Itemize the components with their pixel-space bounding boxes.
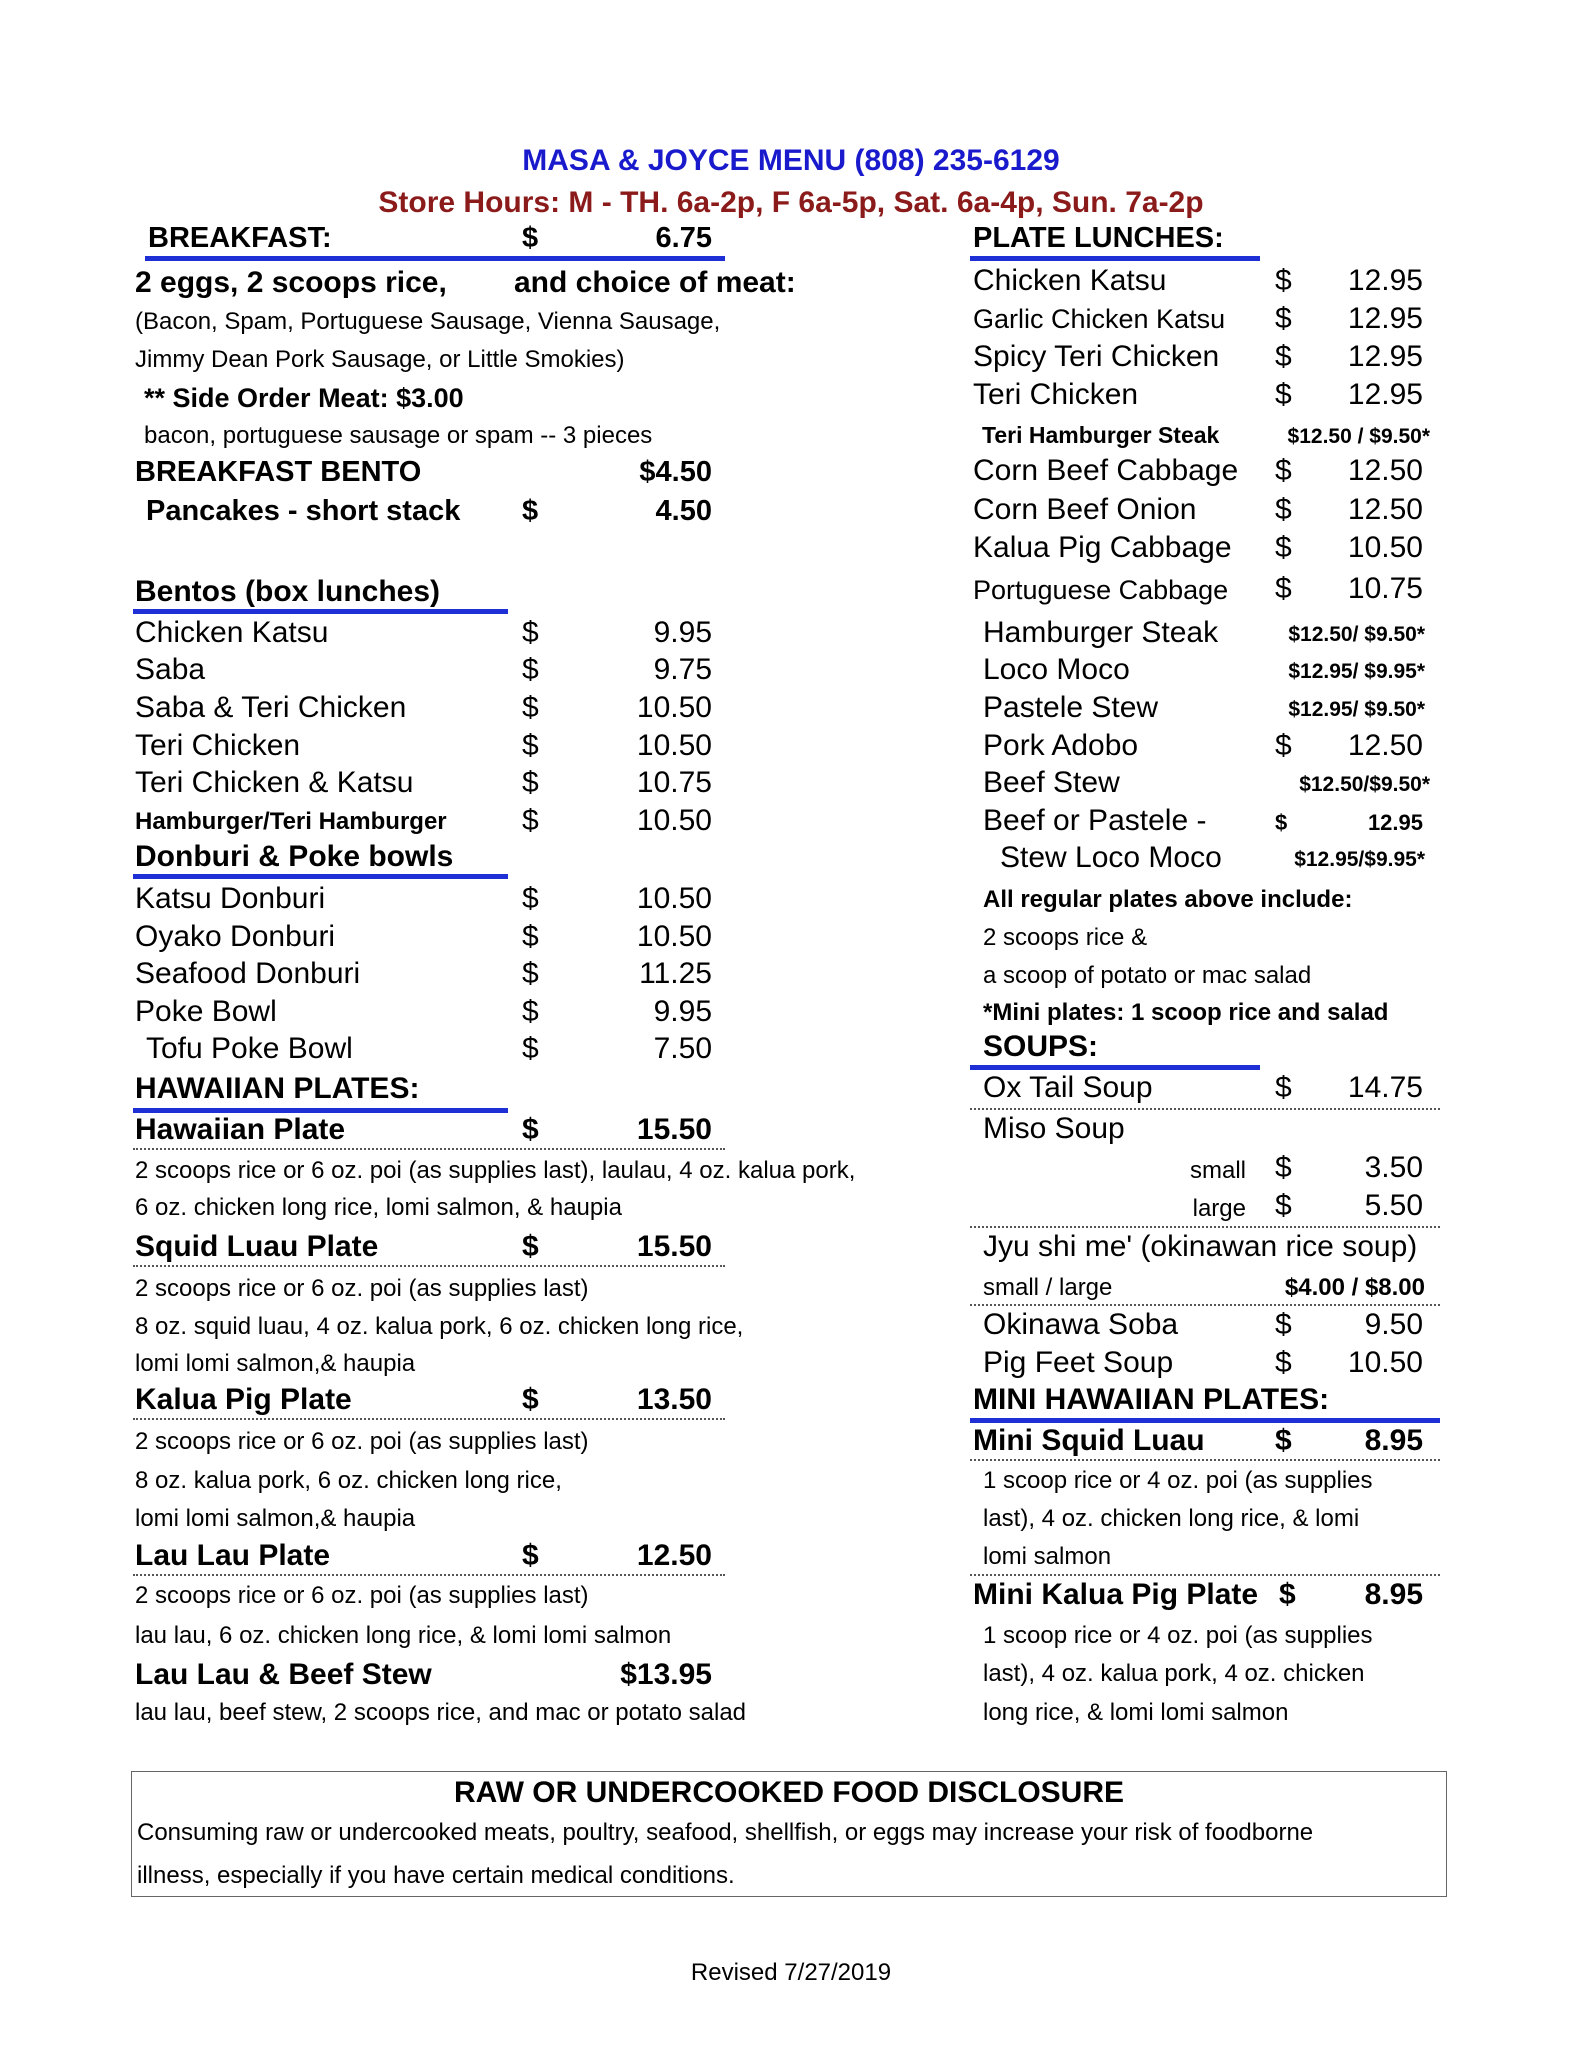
breakfast-underline (145, 256, 725, 261)
donburi-name: Tofu Poke Bowl (146, 1032, 353, 1065)
soup-price: 10.50 (1347, 1346, 1423, 1379)
breakfast-price: 6.75 (655, 222, 712, 254)
kalua-pig-plate-price: 13.50 (636, 1383, 712, 1416)
soup-price-large: 5.50 (1364, 1189, 1423, 1222)
plate-lunch-name: Hamburger Steak (983, 616, 1219, 649)
donburi-name: Poke Bowl (135, 995, 277, 1028)
breakfast-dollar: $ (522, 222, 539, 254)
donburi-dollar: $ (522, 995, 539, 1028)
store-hours: Store Hours: M - TH. 6a-2p, F 6a-5p, Sat. 6a-4p, Sun. 7a-2p (378, 186, 1204, 219)
soups-underline (970, 1065, 1260, 1070)
divider (970, 1226, 1440, 1228)
bento-dollar: $ (522, 653, 539, 686)
plate-desc-line: 8 oz. kalua pork, 6 oz. chicken long rice, (135, 1467, 562, 1494)
bento-dollar: $ (522, 691, 539, 724)
plate-lunch-dollar: $ (1275, 302, 1292, 335)
plate-lunch-name: Pastele Stew (983, 691, 1159, 724)
donburi-name: Oyako Donburi (135, 920, 336, 953)
plate-lunch-name: Beef Stew (983, 766, 1120, 799)
bento-price: 10.50 (636, 729, 712, 762)
soup-name: Ox Tail Soup (983, 1071, 1153, 1104)
plate-desc-line: 2 scoops rice or 6 oz. poi (as supplies last), laulau, 4 oz. kalua pork, (135, 1157, 856, 1184)
breakfast-bento-label: BREAKFAST BENTO (135, 456, 422, 488)
donburi-underline (133, 874, 508, 879)
plate-lunch-name: Loco Moco (983, 653, 1130, 686)
plate-lunch-name: Teri Chicken (973, 378, 1139, 411)
bentos-underline (133, 609, 508, 614)
plate-desc-line: 8 oz. squid luau, 4 oz. kalua pork, 6 oz. chicken long rice, (135, 1313, 744, 1340)
donburi-dollar: $ (522, 957, 539, 990)
donburi-dollar: $ (522, 1032, 539, 1065)
hawaiian-plate-price: 15.50 (636, 1113, 712, 1146)
soup-price-small: 3.50 (1364, 1151, 1423, 1184)
plate-lunch-price: 10.75 (1347, 572, 1423, 605)
pancakes-label: Pancakes - short stack (146, 495, 461, 527)
plate-lunch-price: 12.50 (1347, 454, 1423, 487)
breakfast-meats-line2: Jimmy Dean Pork Sausage, or Little Smokies) (135, 346, 625, 373)
lau-lau-plate-name: Lau Lau Plate (135, 1539, 331, 1572)
bento-name: Chicken Katsu (135, 616, 329, 649)
bento-dollar: $ (522, 766, 539, 799)
revised-date: Revised 7/27/2019 (690, 1959, 892, 1986)
mini-desc-line: lomi salmon (983, 1543, 1112, 1570)
mini-plate-name: Mini Squid Luau (973, 1424, 1205, 1457)
soup-dollar: $ (1275, 1308, 1292, 1341)
soup-price: $4.00 / $8.00 (1284, 1274, 1425, 1301)
plate-lunches-underline (970, 256, 1260, 261)
breakfast-line1b: and choice of meat: (514, 266, 796, 299)
breakfast-meats-line1: (Bacon, Spam, Portuguese Sausage, Vienna Sausage, (135, 308, 721, 335)
plate-lunch-price: 12.50 (1347, 493, 1423, 526)
plate-desc-line: lomi lomi salmon,& haupia (135, 1350, 416, 1377)
plates-note-include: All regular plates above include: (983, 886, 1353, 913)
plate-desc-line: lau lau, beef stew, 2 scoops rice, and mac or potato salad (135, 1699, 747, 1726)
donburi-name: Seafood Donburi (135, 957, 361, 990)
bento-dollar: $ (522, 729, 539, 762)
plate-lunch-dollar: $ (1275, 531, 1292, 564)
bento-price: 10.50 (636, 691, 712, 724)
lau-lau-beef-stew-price: $13.95 (620, 1658, 712, 1691)
plate-lunch-price: 10.50 (1347, 531, 1423, 564)
lau-lau-beef-stew-name: Lau Lau & Beef Stew (135, 1658, 432, 1691)
squid-luau-plate-price: 15.50 (636, 1230, 712, 1263)
plate-lunch-name: Corn Beef Cabbage (973, 454, 1239, 487)
disclosure-title: RAW OR UNDERCOOKED FOOD DISCLOSURE (453, 1776, 1125, 1809)
plate-lunch-name: Portuguese Cabbage (973, 575, 1229, 605)
divider (970, 1459, 1440, 1461)
plate-lunch-dollar: $ (1275, 454, 1292, 487)
mini-plate-price: 8.95 (1364, 1578, 1423, 1611)
plate-lunch-name: Garlic Chicken Katsu (973, 304, 1226, 334)
kalua-pig-plate-dollar: $ (522, 1383, 539, 1416)
size-label-small: small (1189, 1157, 1246, 1184)
mini-desc-line: last), 4 oz. kalua pork, 4 oz. chicken (983, 1660, 1365, 1687)
plate-lunch-dollar: $ (1275, 810, 1288, 835)
plate-desc-line: lau lau, 6 oz. chicken long rice, & lomi lomi salmon (135, 1622, 672, 1649)
plate-lunch-price: $12.95/ $9.95* (1288, 660, 1425, 683)
plate-lunch-dollar: $ (1275, 264, 1292, 297)
plate-lunch-name: Beef or Pastele - (983, 804, 1207, 837)
breakfast-bento-price: $4.50 (639, 456, 712, 488)
disclosure-text-line1: Consuming raw or undercooked meats, poultry, seafood, shellfish, or eggs may increase your risk of foodborne (137, 1819, 1314, 1846)
mini-plate-price: 8.95 (1364, 1424, 1423, 1457)
donburi-heading: Donburi & Poke bowls (135, 840, 454, 873)
plate-lunches-heading: PLATE LUNCHES: (973, 222, 1224, 254)
donburi-dollar: $ (522, 882, 539, 915)
breakfast-line1a: 2 eggs, 2 scoops rice, (135, 266, 447, 299)
soup-dollar: $ (1275, 1346, 1292, 1379)
soup-price: 9.50 (1364, 1308, 1423, 1341)
plate-lunch-price: 12.95 (1347, 340, 1423, 373)
bento-dollar: $ (522, 804, 539, 837)
squid-luau-plate-name: Squid Luau Plate (135, 1230, 379, 1263)
size-label-large: large (1192, 1195, 1246, 1222)
plate-lunch-dollar: $ (1275, 572, 1292, 605)
soup-name: Okinawa Soba (983, 1308, 1179, 1341)
mini-desc-line: 1 scoop rice or 4 oz. poi (as supplies (983, 1467, 1373, 1494)
plate-lunch-price: $12.50/ $9.50* (1288, 623, 1425, 646)
plate-lunch-price: $12.50/$9.50* (1299, 773, 1430, 796)
divider (133, 1265, 725, 1267)
bento-name: Saba & Teri Chicken (135, 691, 407, 724)
divider (970, 1304, 1440, 1306)
soup-name: Jyu shi me' (okinawan rice soup) (983, 1230, 1418, 1263)
squid-luau-plate-dollar: $ (522, 1230, 539, 1263)
plate-desc-line: 2 scoops rice or 6 oz. poi (as supplies last) (135, 1428, 589, 1455)
plate-lunch-name: Kalua Pig Cabbage (973, 531, 1232, 564)
hawaiian-plate-dollar: $ (522, 1113, 539, 1146)
mini-desc-line: 1 scoop rice or 4 oz. poi (as supplies (983, 1622, 1373, 1649)
lau-lau-plate-price: 12.50 (636, 1539, 712, 1572)
mini-desc-line: last), 4 oz. chicken long rice, & lomi (983, 1505, 1360, 1532)
side-order-desc: bacon, portuguese sausage or spam -- 3 pieces (144, 422, 653, 449)
plate-lunch-name: Chicken Katsu (973, 264, 1167, 297)
donburi-price: 11.25 (639, 957, 712, 990)
plate-desc-line: lomi lomi salmon,& haupia (135, 1505, 416, 1532)
plate-lunch-name: Spicy Teri Chicken (973, 340, 1220, 373)
soup-dollar: $ (1275, 1071, 1292, 1104)
plate-lunch-price: 12.95 (1347, 264, 1423, 297)
mini-plate-dollar: $ (1275, 1580, 1296, 1610)
donburi-name: Katsu Donburi (135, 882, 326, 915)
bento-name: Hamburger/Teri Hamburger (135, 808, 447, 835)
bentos-heading: Bentos (box lunches) (135, 575, 441, 608)
bento-price: 9.75 (653, 653, 712, 686)
hawaiian-heading: HAWAIIAN PLATES: (135, 1072, 420, 1105)
kalua-pig-plate-name: Kalua Pig Plate (135, 1383, 352, 1416)
plate-lunch-price: 12.95 (1347, 378, 1423, 411)
mini-plate-name: Mini Kalua Pig Plate (973, 1578, 1259, 1611)
donburi-price: 10.50 (636, 882, 712, 915)
pancakes-dollar: $ (522, 495, 539, 527)
bento-dollar: $ (522, 616, 539, 649)
donburi-price: 9.95 (653, 995, 712, 1028)
bento-price: 10.75 (636, 766, 712, 799)
mini-desc-line: long rice, & lomi lomi salmon (983, 1699, 1289, 1726)
plate-lunch-name: Teri Hamburger Steak (982, 422, 1220, 448)
hawaiian-plate-name: Hawaiian Plate (135, 1113, 346, 1146)
plate-desc-line: 2 scoops rice or 6 oz. poi (as supplies last) (135, 1275, 589, 1302)
plates-note-rice: 2 scoops rice & (983, 924, 1148, 951)
lau-lau-plate-dollar: $ (522, 1539, 539, 1572)
plate-desc-line: 2 scoops rice or 6 oz. poi (as supplies last) (135, 1582, 589, 1609)
mini-hawaiian-underline (970, 1418, 1440, 1423)
plate-lunch-name: Corn Beef Onion (973, 493, 1197, 526)
plates-note-mini: *Mini plates: 1 scoop rice and salad (983, 999, 1389, 1026)
plate-lunch-price: $12.50 / $9.50* (1287, 425, 1430, 448)
plate-lunch-dollar: $ (1275, 340, 1292, 373)
bento-price: 9.95 (653, 616, 712, 649)
donburi-price: 10.50 (636, 920, 712, 953)
soup-name: Pig Feet Soup (983, 1346, 1174, 1379)
bento-name: Saba (135, 653, 206, 686)
bento-price: 10.50 (636, 804, 712, 837)
bento-name: Teri Chicken (135, 729, 301, 762)
donburi-dollar: $ (522, 920, 539, 953)
side-order-meat: ** Side Order Meat: $3.00 (144, 383, 464, 413)
divider (970, 1108, 1440, 1110)
divider (133, 1148, 725, 1150)
plate-lunch-dollar: $ (1275, 378, 1292, 411)
divider (970, 1574, 1440, 1576)
donburi-price: 7.50 (653, 1032, 712, 1065)
plates-note-salad: a scoop of potato or mac salad (983, 962, 1312, 989)
soup-name: Miso Soup (983, 1112, 1125, 1145)
plate-lunch-name: Stew Loco Moco (1000, 841, 1222, 874)
plate-lunch-price: 12.50 (1347, 729, 1423, 762)
plate-lunch-price: 12.95 (1367, 810, 1423, 835)
plate-lunch-dollar: $ (1275, 729, 1292, 762)
plate-lunch-price: $12.95/$9.95* (1294, 848, 1425, 871)
bento-name: Teri Chicken & Katsu (135, 766, 414, 799)
divider (133, 1574, 725, 1576)
hawaiian-plates-underline (133, 1108, 508, 1113)
breakfast-heading: BREAKFAST: (148, 222, 332, 254)
plate-lunch-name: Pork Adobo (983, 729, 1139, 762)
pancakes-price: 4.50 (655, 495, 712, 527)
divider (133, 1418, 725, 1420)
disclosure-text-line2: illness, especially if you have certain medical conditions. (137, 1862, 735, 1889)
soups-heading: SOUPS: (983, 1030, 1099, 1063)
plate-lunch-dollar: $ (1275, 493, 1292, 526)
plate-lunch-price: 12.95 (1347, 302, 1423, 335)
soup-dollar: $ (1275, 1151, 1292, 1184)
plate-desc-line: 6 oz. chicken long rice, lomi salmon, & haupia (135, 1194, 622, 1221)
mini-plate-dollar: $ (1275, 1424, 1292, 1457)
plate-lunch-price: $12.95/ $9.50* (1288, 698, 1425, 721)
menu-title: MASA & JOYCE MENU (808) 235-6129 (522, 144, 1060, 177)
size-label: small / large (983, 1274, 1113, 1301)
mini-hawaiian-heading: MINI HAWAIIAN PLATES: (973, 1383, 1330, 1416)
soup-dollar: $ (1275, 1189, 1292, 1222)
soup-price: 14.75 (1347, 1071, 1423, 1104)
